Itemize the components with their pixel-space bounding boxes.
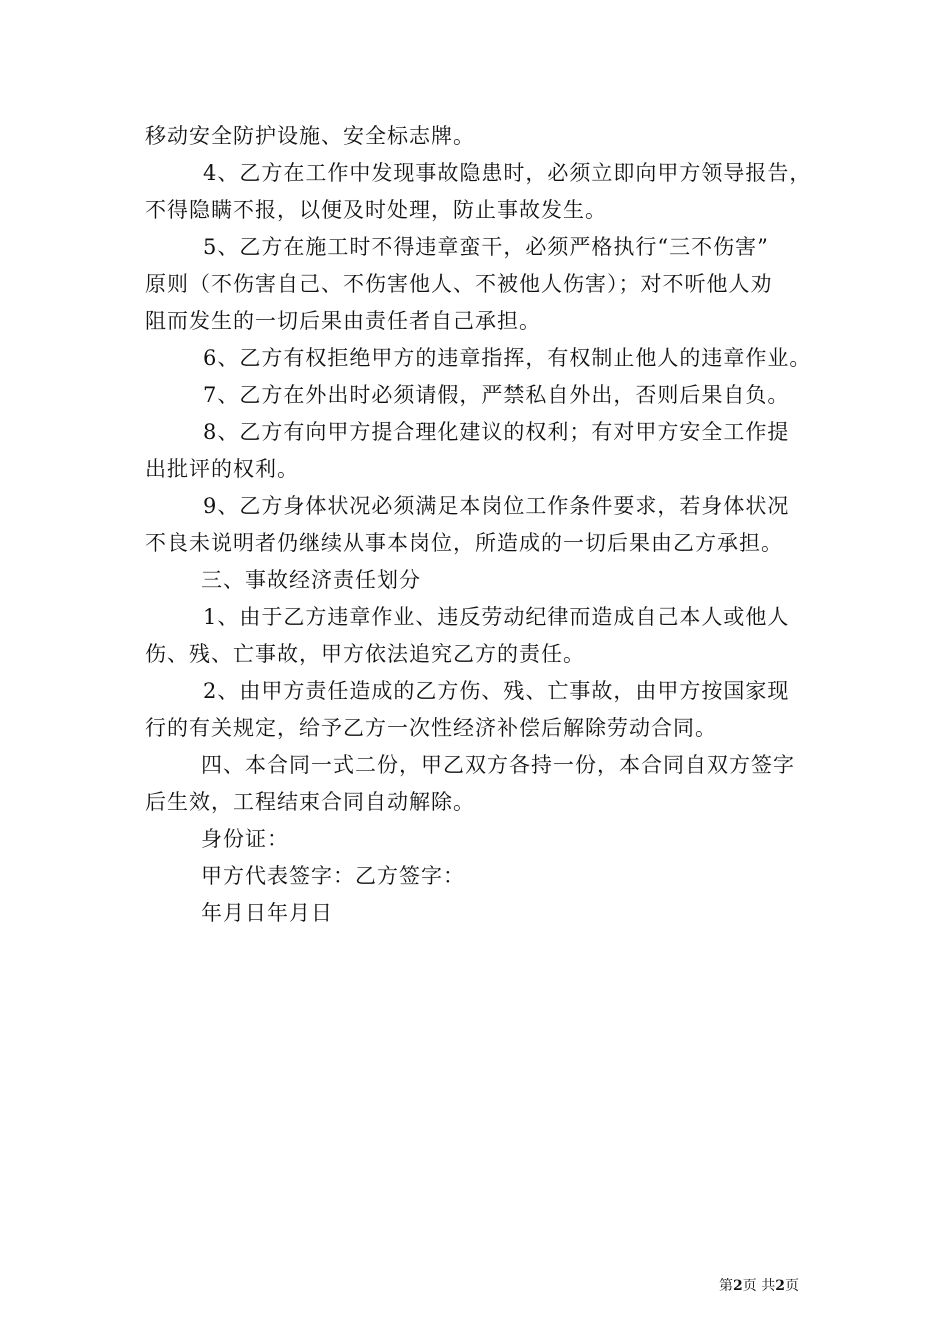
document-body	[145, 118, 810, 932]
id-card-line: 身份证：	[201, 827, 289, 851]
section-heading: 三、事故经济责任划分	[201, 568, 421, 592]
paragraph-line: 阻而发生的一切后果由责任者自己承担。	[145, 309, 541, 333]
paragraph-line: 2、由甲方责任造成的乙方伤、残、亡事故，由甲方按国家现	[203, 679, 790, 703]
footer-suffix: 页	[784, 1278, 799, 1294]
paragraph-line: 伤、残、亡事故，甲方依法追究乙方的责任。	[145, 642, 585, 666]
paragraph-line: 不良未说明者仍继续从事本岗位，所造成的一切后果由乙方承担。	[145, 531, 783, 555]
paragraph-line: 原则（不伤害自己、不伤害他人、不被他人伤害）；对不听他人劝	[145, 272, 773, 296]
paragraph-line: 4、乙方在工作中发现事故隐患时，必须立即向甲方领导报告，	[203, 161, 812, 185]
paragraph-line: 不得隐瞒不报，以便及时处理，防止事故发生。	[145, 198, 607, 222]
page-number-footer	[719, 1277, 799, 1295]
paragraph-line: 四、本合同一式二份，甲乙双方各持一份，本合同自双方签字	[201, 753, 795, 777]
footer-prefix: 第	[719, 1278, 733, 1294]
paragraph-line: 6、乙方有权拒绝甲方的违章指挥，有权制止他人的违章作业。	[203, 346, 812, 370]
date-line: 年月日年月日	[201, 901, 333, 925]
signature-line: 甲方代表签字：乙方签字：	[201, 864, 465, 888]
total-pages-number: 2	[775, 1278, 785, 1294]
paragraph-line: 9、乙方身体状况必须满足本岗位工作条件要求，若身体状况	[203, 494, 790, 518]
current-page-number: 2	[733, 1278, 743, 1294]
paragraph-line: 行的有关规定，给予乙方一次性经济补偿后解除劳动合同。	[145, 716, 717, 740]
paragraph-line: 5、乙方在施工时不得违章蛮干，必须严格执行“三不伤害”	[203, 235, 769, 259]
paragraph-line: 8、乙方有向甲方提合理化建议的权利；有对甲方安全工作提	[203, 420, 790, 444]
paragraph-line: 7、乙方在外出时必须请假，严禁私自外出，否则后果自负。	[203, 383, 790, 407]
paragraph-line: 1、由于乙方违章作业、违反劳动纪律而造成自己本人或他人	[203, 605, 790, 629]
paragraph-line: 出批评的权利。	[145, 457, 299, 481]
paragraph-line: 移动安全防护设施、安全标志牌。	[145, 124, 475, 148]
paragraph-line: 后生效，工程结束合同自动解除。	[145, 790, 475, 814]
footer-middle: 页 共	[742, 1278, 776, 1294]
